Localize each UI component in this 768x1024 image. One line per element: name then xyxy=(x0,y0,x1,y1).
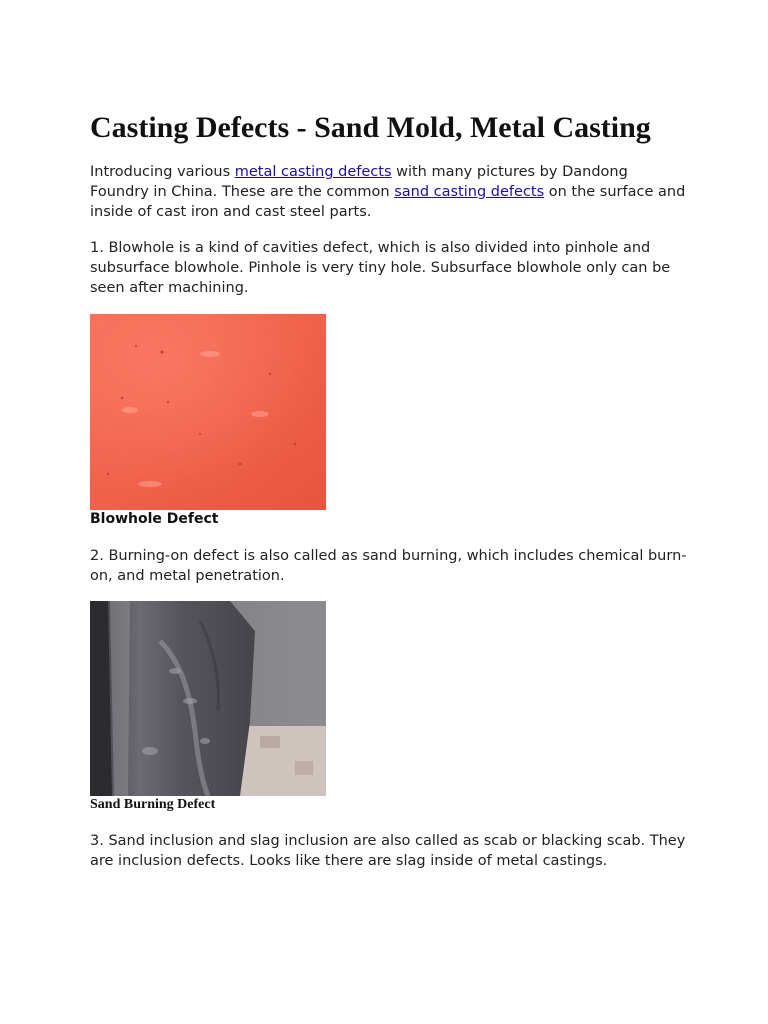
sand-casting-defects-link[interactable]: sand casting defects xyxy=(394,184,545,200)
intro-text-before: Introducing various xyxy=(90,164,235,180)
metal-casting-defects-link[interactable]: metal casting defects xyxy=(234,164,392,180)
sand-burning-defect-photo xyxy=(90,601,326,796)
sand-burning-paragraph: 2. Burning-on defect is also called as sand burning, which includes chemical burn-on, and metal penetration. xyxy=(90,548,687,584)
blowhole-paragraph: 1. Blowhole is a kind of cavities defect, which is also divided into pinhole and subsurface blowhole. Pinhole is very tiny hole. Subsurface blowhole only can be seen after machining. xyxy=(90,240,671,296)
intro-paragraph xyxy=(90,162,690,222)
intro-text-after: on the surface and inside of cast iron and cast steel parts. xyxy=(90,184,686,220)
intro-text-middle: with many pictures by Dandong Foundry in China. These are the common xyxy=(90,164,628,200)
page-title: Casting Defects - Sand Mold, Metal Casting xyxy=(90,111,651,144)
blowhole-caption: Blowhole Defect xyxy=(90,511,219,527)
inclusion-paragraph: 3. Sand inclusion and slag inclusion are also called as scab or blacking scab. They are inclusion defects. Looks like there are slag inside of metal castings. xyxy=(90,833,686,869)
sand-burning-caption: Sand Burning Defect xyxy=(90,797,216,812)
blowhole-defect-photo xyxy=(90,314,326,510)
